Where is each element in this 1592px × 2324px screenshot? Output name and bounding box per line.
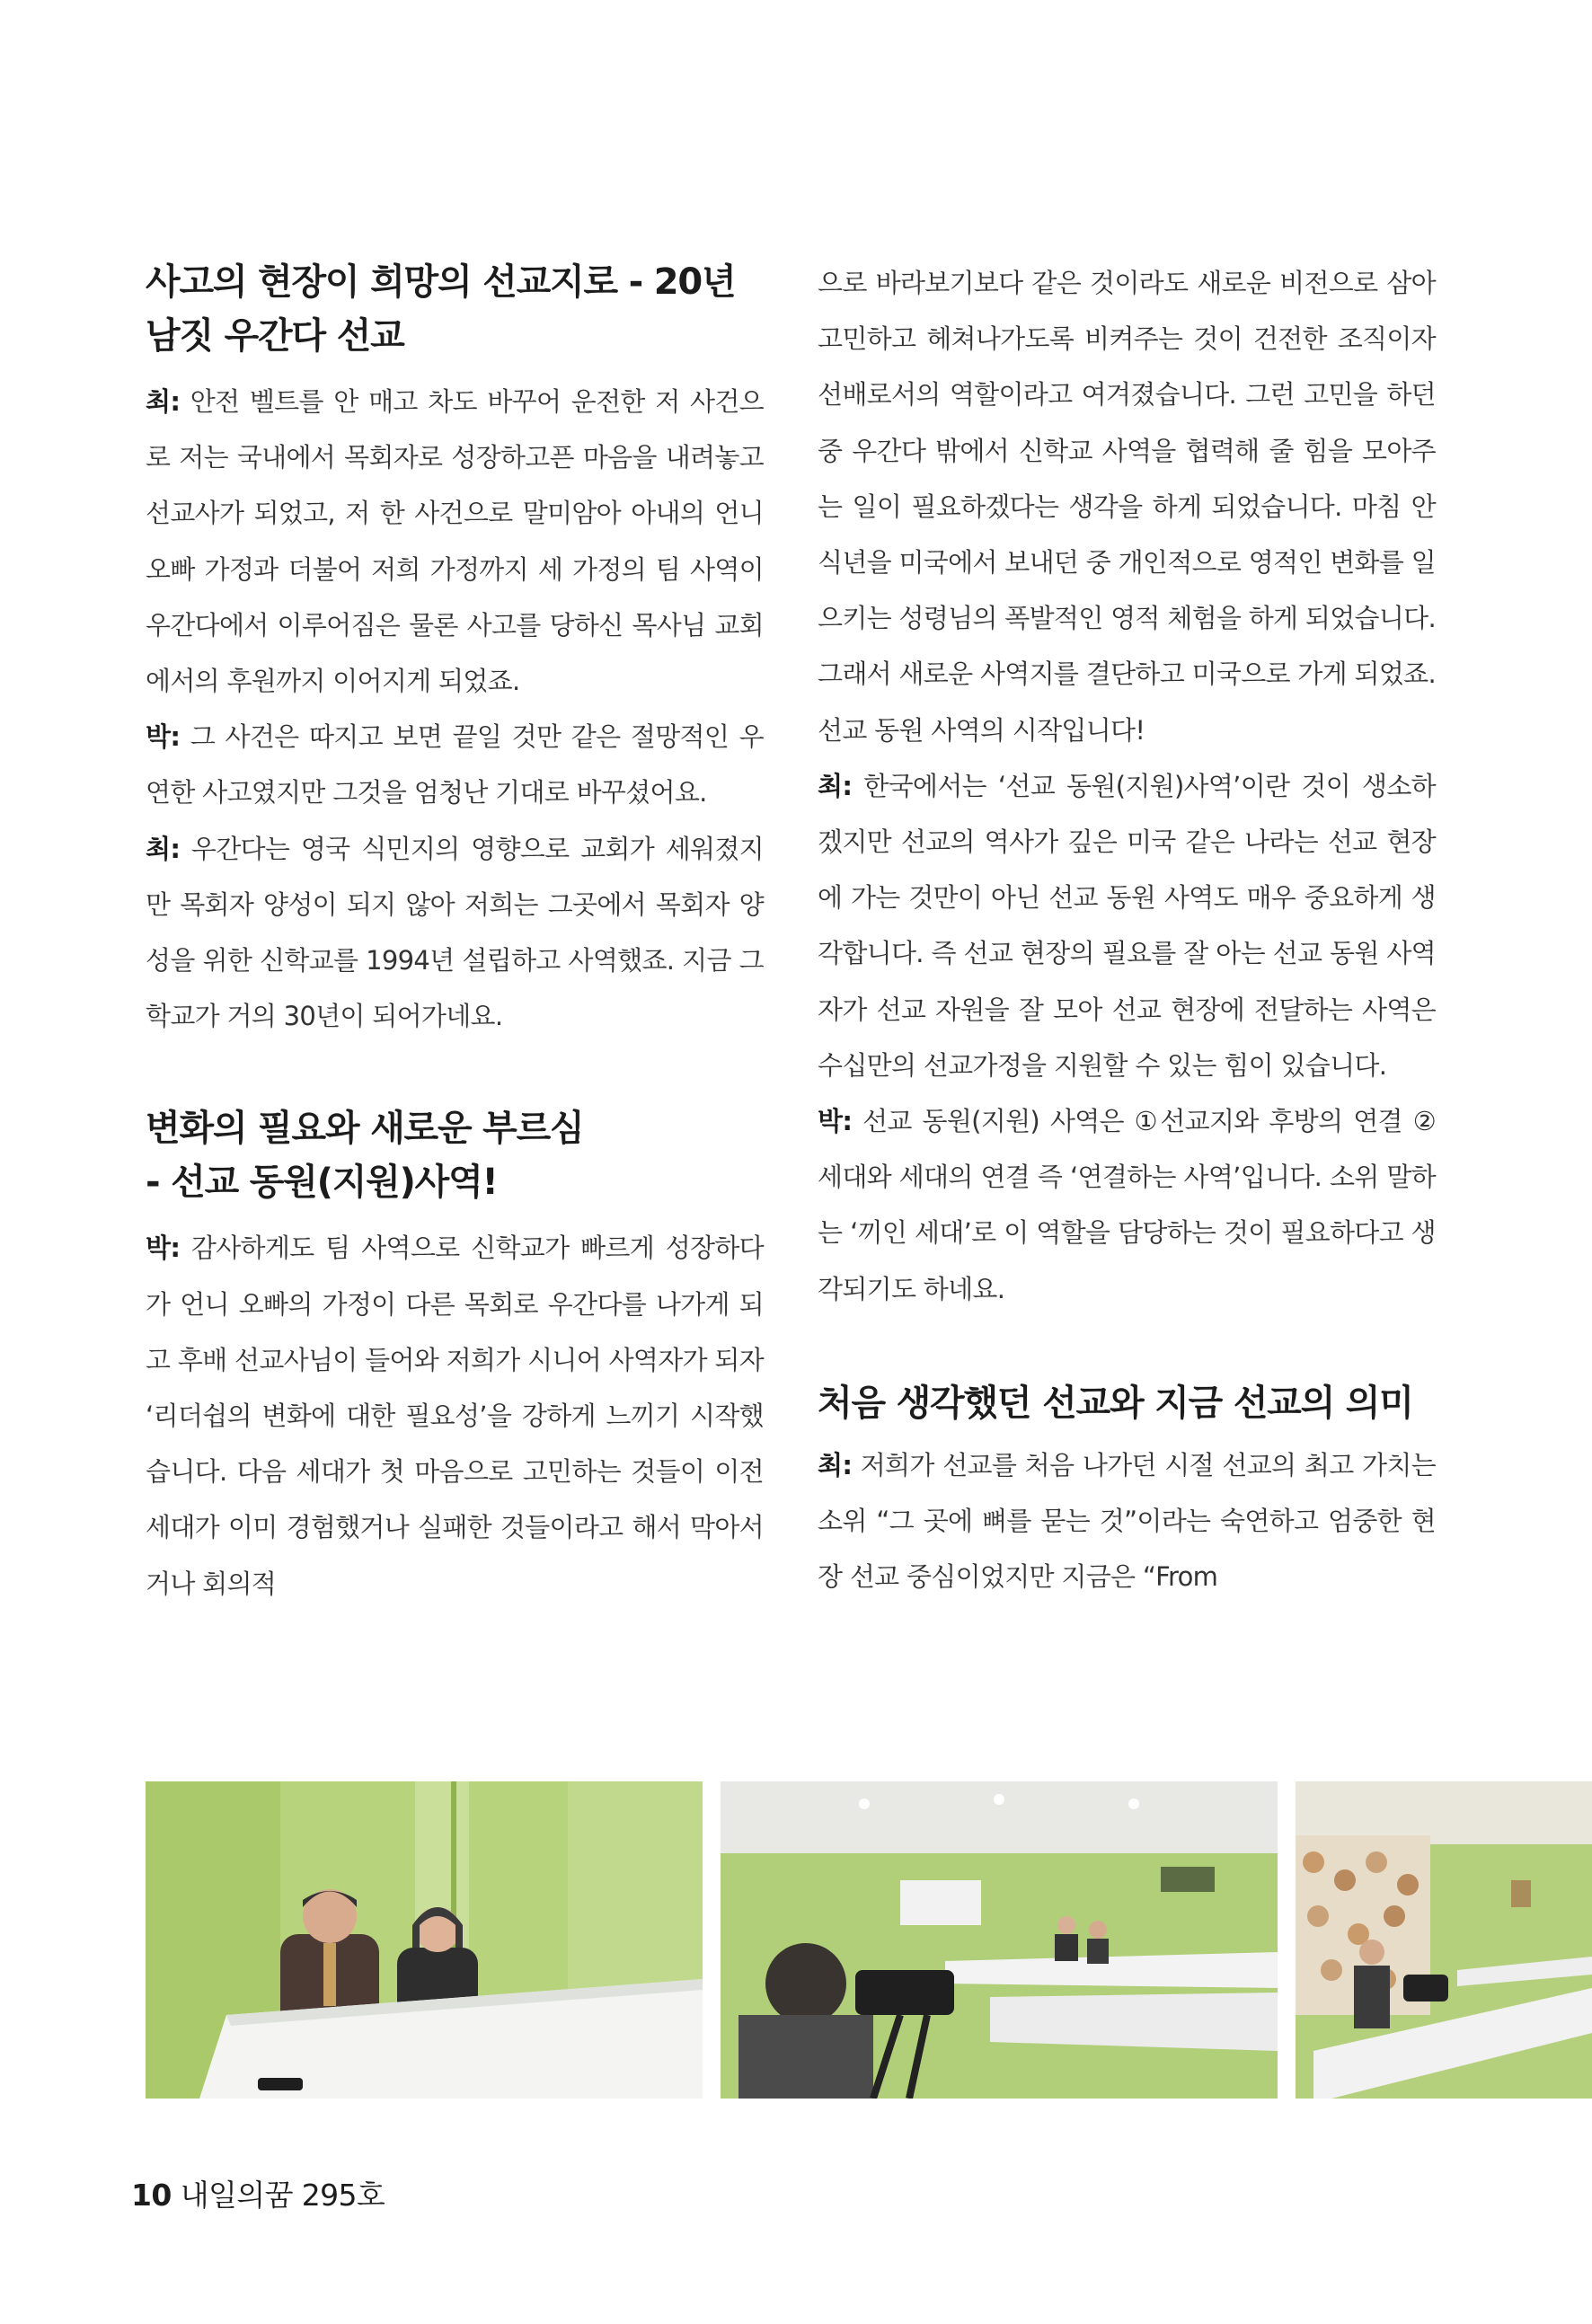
paragraph-text: 안전 벨트를 안 매고 차도 바꾸어 운전한 저 사건으로 저는 국내에서 목회자로 성장하고픈 마음을 내려놓고 선교사가 되었고, 저 한 사건으로 말미암아 아내의 언니 오빠 가정과 더불어 저희 가정까지 세 가정의 팀 사역이 우간다에서 이루어짐은 물론 사고를 당하신 목사님 교회에서의 후원까지 이어지게 되었죠.	[146, 386, 764, 697]
paragraph	[146, 821, 764, 1045]
section-heading-2: 변화의 필요와 새로운 부르심 - 선교 동원(지원)사역!	[146, 1108, 584, 1204]
section-heading-3: 처음 생각했던 선교와 지금 선교의 의미	[818, 1382, 1413, 1424]
paragraph	[146, 1220, 764, 1611]
right-column	[818, 255, 1436, 1604]
interview-couple-image	[146, 1781, 703, 2099]
page-number: 10	[131, 2178, 172, 2213]
paragraph-text: 우간다는 영국 식민지의 영향으로 교회가 세워졌지만 목회자 양성이 되지 않아 저희는 그곳에서 목회자 양성을 위한 신학교를 1994년 설립하고 사역했죠. 지금 그 학교가 거의 30년이 되어가네요.	[146, 833, 764, 1032]
paragraph	[818, 1437, 1436, 1605]
magazine-issue: 내일의꿈 295호	[180, 2178, 385, 2213]
paragraph	[818, 758, 1436, 1093]
filming-crew-image	[721, 1781, 1278, 2099]
classroom-camera-image	[1296, 1781, 1592, 2099]
paragraph	[146, 709, 764, 820]
speaker-label: 최:	[146, 833, 181, 864]
speaker-label: 박:	[146, 721, 181, 753]
left-column	[146, 255, 764, 1612]
paragraph-continuation: 으로 바라보기보다 같은 것이라도 새로운 비전으로 삼아 고민하고 헤쳐나가도록 비켜주는 것이 건전한 조직이자 선배로서의 역할이라고 여겨졌습니다. 그런 고민을 하던 중 우간다 밖에서 신학교 사역을 협력해 줄 힘을 모아주는 일이 필요하겠다는 생각을 하게 되었습니다. 마침 안식년을 미국에서 보내던 중 개인적으로 영적인 변화를 일으키는 성령님의 폭발적인 영적 체험을 하게 되었습니다. 그래서 새로운 사역지를 결단하고 미국으로 가게 되었죠. 선교 동원 사역의 시작입니다!	[818, 268, 1436, 746]
section-heading-1: 사고의 현장이 희망의 선교지로 - 20년 남짓 우간다 선교	[146, 261, 736, 357]
paragraph-text: 감사하게도 팀 사역으로 신학교가 빠르게 성장하다가 언니 오빠의 가정이 다른 목회로 우간다를 나가게 되고 후배 선교사님이 들어와 저희가 시니어 사역자가 되자 ‘리더쉽의 변화에 대한 필요성’을 강하게 느끼기 시작했습니다. 다음 세대가 첫 마음으로 고민하는 것들이 이전 세대가 이미 경험했거나 실패한 것들이라고 해서 막아서거나 회의적	[146, 1233, 764, 1599]
classroom-camera-photo	[1296, 1781, 1592, 2099]
filming-crew-photo	[721, 1781, 1278, 2099]
speaker-label: 최:	[818, 770, 853, 801]
speaker-label: 최:	[146, 386, 181, 417]
paragraph	[146, 374, 764, 709]
interview-couple-photo	[146, 1781, 703, 2099]
paragraph-text: 선교 동원(지원) 사역은 ①선교지와 후방의 연결 ② 세대와 세대의 연결 즉 ‘연결하는 사역’입니다. 소위 말하는 ‘끼인 세대’로 이 역할을 담당하는 것이 필요하다고 생각되기도 하네요.	[818, 1106, 1436, 1304]
speaker-label: 박:	[146, 1233, 181, 1264]
photo-strip	[146, 1781, 1592, 2099]
speaker-label: 박:	[818, 1106, 853, 1137]
speaker-label: 최:	[818, 1449, 853, 1480]
page-footer	[131, 2178, 385, 2214]
paragraph-text: 그 사건은 따지고 보면 끝일 것만 같은 절망적인 우연한 사고였지만 그것을 엄청난 기대로 바꾸셨어요.	[146, 721, 764, 809]
paragraph-text: 저희가 선교를 처음 나가던 시절 선교의 최고 가치는 소위 “그 곳에 뼈를 묻는 것”이라는 숙연하고 엄중한 현장 선교 중심이었지만 지금은 “From	[818, 1449, 1436, 1593]
paragraph	[818, 1093, 1436, 1317]
paragraph-text: 한국에서는 ‘선교 동원(지원)사역’이란 것이 생소하겠지만 선교의 역사가 깊은 미국 같은 나라는 선교 현장에 가는 것만이 아닌 선교 동원 사역도 매우 중요하게 생각합니다. 즉 선교 현장의 필요를 잘 아는 선교 동원 사역자가 선교 자원을 잘 모아 선교 현장에 전달하는 사역은 수십만의 선교가정을 지원할 수 있는 힘이 있습니다.	[818, 770, 1436, 1081]
